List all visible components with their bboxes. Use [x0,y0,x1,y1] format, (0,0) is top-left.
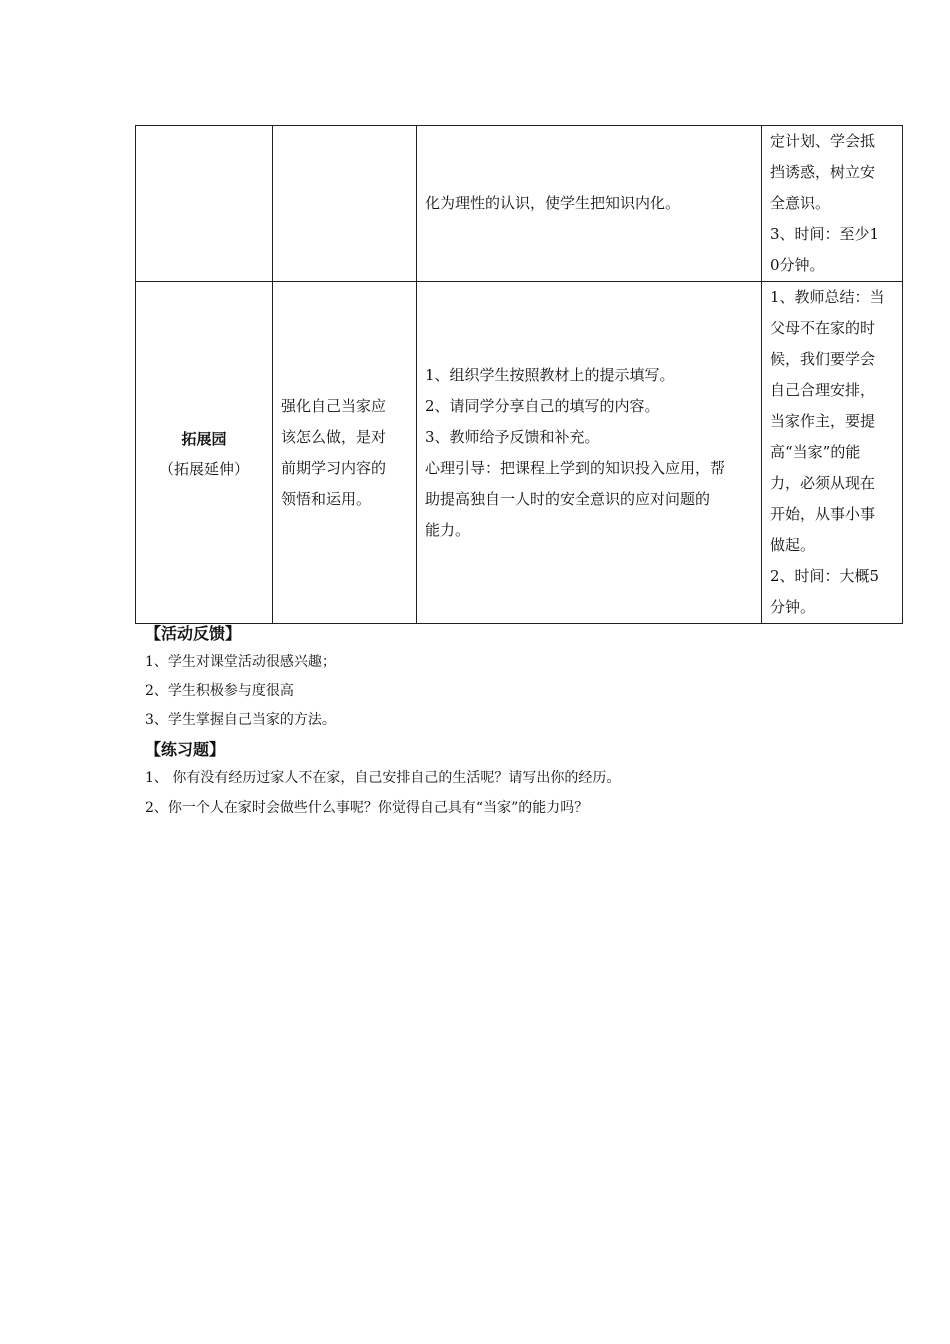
notes-line: 高“当家”的能 [770,443,861,461]
notes-line: 自己合理安排， [770,381,876,399]
notes-cell [762,126,903,282]
table-row [136,126,903,282]
process-line: 能力。 [425,520,471,539]
notes-line: 做起。 [770,536,816,554]
notes-line: 2、时间：大概5 [770,567,880,585]
notes-cell [762,282,903,624]
exercises-heading: 【练习题】 [145,740,226,759]
exercise-item: 1、 你有没有经历过家人不在家，自己安排自己的生活呢？请写出你的经历。 [145,770,621,786]
goal-line: 该怎么做，是对 [281,427,387,446]
process-line: 1、组织学生按照教材上的提示填写。 [425,365,675,384]
notes-line: 挡诱惑，树立安 [770,163,876,181]
notes-line: 当家作主，要提 [770,412,876,430]
feedback-item: 1、学生对课堂活动很感兴趣； [145,654,336,670]
notes-line: 0分钟。 [770,256,825,274]
table-row [136,282,903,624]
notes-line: 全意识。 [770,194,831,212]
process-line: 2、请同学分享自己的填写的内容。 [425,396,660,415]
notes-line: 3、时间：至少1 [770,225,880,243]
process-line: 助提高独自一人时的安全意识的应对问题的 [425,489,711,508]
notes-line: 1、教师总结：当 [770,288,885,306]
process-line: 3、教师给予反馈和补充。 [425,427,600,446]
notes-line: 候，我们要学会 [770,350,876,368]
goal-cell [273,126,417,282]
stage-subtitle: （拓展延伸） [158,459,249,478]
process-cell [417,282,762,624]
goal-line: 前期学习内容的 [281,458,387,477]
stage-cell [136,282,273,624]
notes-line: 父母不在家的时 [770,319,876,337]
goal-line: 领悟和运用。 [281,489,372,508]
process-line: 心理引导：把课程上学到的知识投入应用，帮 [425,458,726,477]
goal-cell [273,282,417,624]
process-text: 化为理性的认识，使学生把知识内化。 [425,194,681,212]
exercise-item: 2、你一个人在家时会做些什么事呢？你觉得自己具有“当家”的能力吗？ [145,800,589,816]
stage-cell [136,126,273,282]
feedback-item: 2、学生积极参与度很高 [145,683,294,699]
notes-line: 定计划、学会抵 [770,132,876,150]
notes-line: 力，必须从现在 [770,474,876,492]
lesson-plan-table [135,125,903,624]
notes-line: 分钟。 [770,598,816,616]
feedback-heading: 【活动反馈】 [145,624,242,643]
stage-name: 拓展园 [181,429,227,448]
notes-line: 开始，从事小事 [770,505,876,523]
goal-line: 强化自己当家应 [281,396,387,415]
process-cell [417,126,762,282]
feedback-item: 3、学生掌握自己当家的方法。 [145,712,336,728]
